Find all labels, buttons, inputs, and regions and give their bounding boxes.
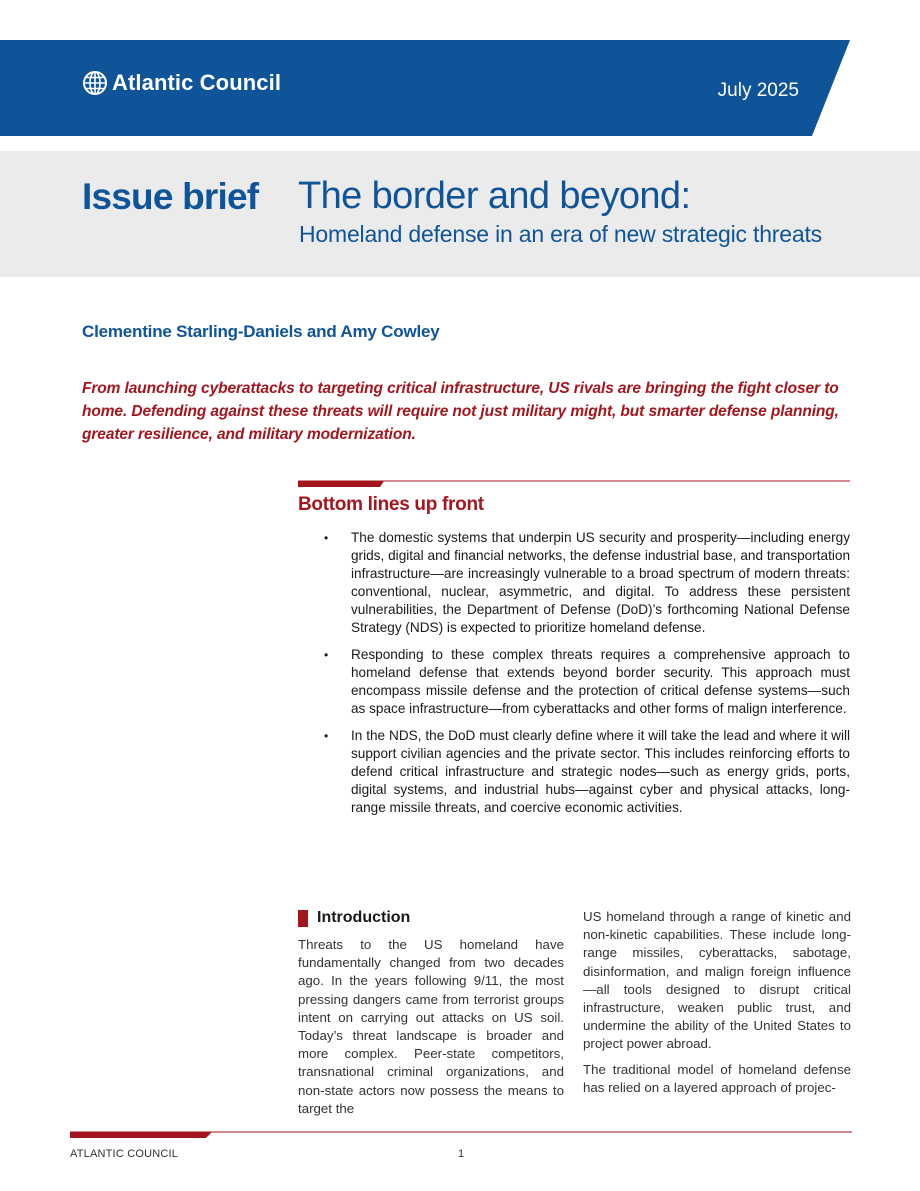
bluf-item	[324, 727, 850, 817]
org-name: Atlantic Council	[112, 70, 282, 95]
bluf-list	[324, 529, 850, 826]
body-column-right	[583, 908, 851, 1097]
bullet-icon: •	[324, 648, 329, 662]
bluf-item-text: In the NDS, the DoD must clearly define where it will take the lead and where it will support civilian agencies and the private sector. This includes reinforcing efforts to defend critical infrastructure and strategic nodes—such as energy grids, ports, digital systems, and industrial hubs—against cyber and physical attacks, long-range missile threats, and coercive economic activities.	[351, 728, 850, 815]
page-title: The border and beyond:	[298, 175, 691, 217]
bluf-item-text: The domestic systems that underpin US security and prosperity—including energy grids, digital and financial networks, the defense industrial base, and transportation infrastructure—are increasingly vulnerable to a broad spectrum of modern threats: conventional, nuclear, asymmetric, and digital. To address these persistent vulnerabilities, the Department of Defense (DoD)’s forthcoming National Defense Strategy (NDS) is expected to prioritize homeland defense.	[351, 530, 850, 635]
bullet-icon: •	[324, 531, 329, 545]
bluf-heading: Bottom lines up front	[298, 494, 484, 515]
bluf-item	[324, 646, 850, 718]
page-number: 1	[458, 1148, 465, 1160]
bluf-item-text: Responding to these complex threats requires a comprehensive approach to homeland defense that extends beyond border security. This approach must encompass missile defense and the protection of critical defense systems—such as space infrastructure—from cyberattacks and other forms of malign interference.	[351, 647, 850, 716]
section-rule	[298, 480, 850, 488]
page-subtitle: Homeland defense in an era of new strategic threats	[299, 221, 822, 247]
bluf-item	[324, 529, 850, 637]
bullet-icon: •	[324, 729, 329, 743]
footer-org-name: ATLANTIC COUNCIL	[70, 1148, 179, 1160]
publication-date: July 2025	[717, 80, 799, 101]
body-paragraph: US homeland through a range of kinetic and non-kinetic capabilities. These include long-range missiles, cyberattacks, sabotage, disinformation, and malign foreign influence—all tools designed to disrupt critical infrastructure, weaken public trust, and undermine the ability of the United States to project power abroad.	[583, 909, 851, 1052]
lede-paragraph: From launching cyberattacks to targeting critical infrastructure, US rivals are bringing the fight closer to home. Defending against these threats will require not just military might, but smarter defense planning, greater resilience, and military modernization.	[82, 380, 839, 443]
globe-icon	[82, 70, 108, 96]
introduction-heading	[298, 909, 410, 927]
body-paragraph: The traditional model of homeland defense has relied on a layered approach of projec-	[583, 1061, 851, 1095]
body-column-left	[298, 936, 564, 1118]
section-marker-icon	[298, 910, 308, 927]
footer-rule	[70, 1131, 852, 1139]
author-byline: Clementine Starling-Daniels and Amy Cowley	[82, 322, 440, 341]
introduction-title: Introduction	[317, 909, 411, 926]
body-paragraph: Threats to the US homeland have fundamentally changed from two decades ago. In the years following 9/11, the most pressing dangers came from terrorist groups intent on carrying out attacks on US soil. Today’s threat landscape is broader and more complex. Peer-state competitors, transnational criminal organizations, and non-state actors now possess the means to target the	[298, 937, 564, 1116]
document-type-label: Issue brief	[82, 176, 259, 217]
atlantic-council-logo[interactable]	[82, 70, 281, 96]
